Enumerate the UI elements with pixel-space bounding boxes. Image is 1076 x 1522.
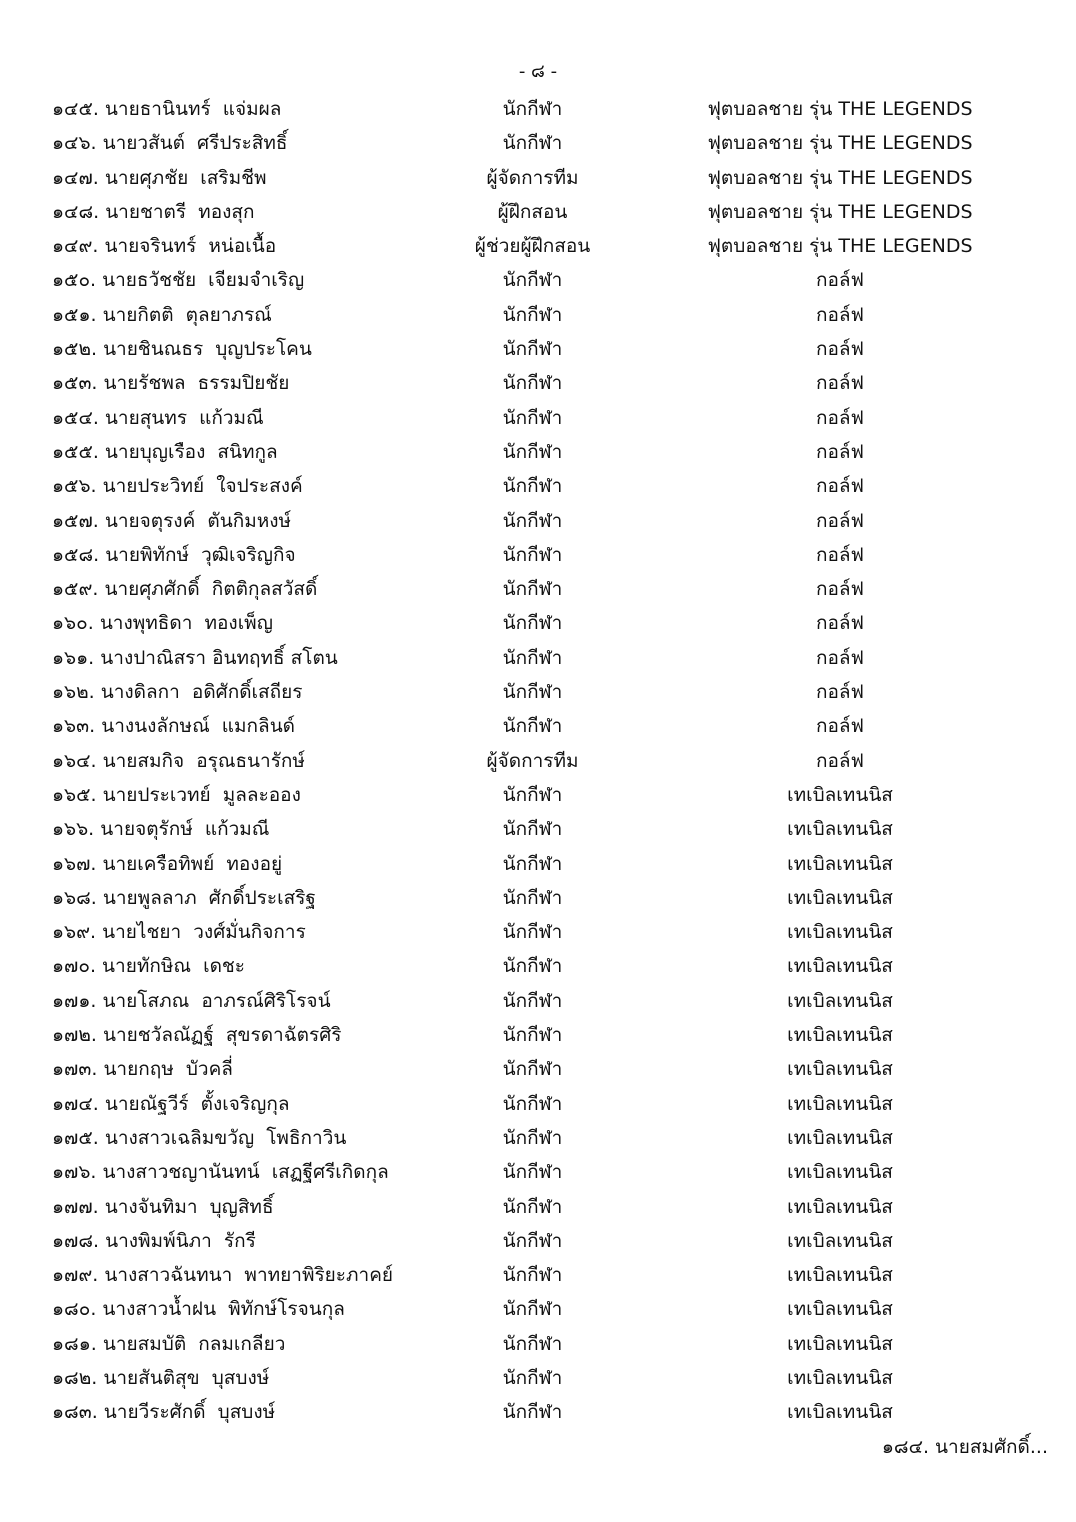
item-number: ๑๕๓. xyxy=(52,372,98,395)
sport-category: เทเบิลเทนนิส xyxy=(787,886,893,909)
participant-full-name: นายประเวทย์ มูลละออง xyxy=(102,783,301,806)
participant-role: นักกีฬา xyxy=(502,269,563,292)
sport-category: กอล์ฟ xyxy=(815,681,864,704)
item-number: ๑๔๗. xyxy=(52,166,99,189)
list-item xyxy=(0,435,1076,469)
participant-role: นักกีฬา xyxy=(502,440,563,463)
sport-category: เทเบิลเทนนิส xyxy=(787,1332,893,1355)
item-number: ๑๗๑. xyxy=(52,989,97,1012)
participant-full-name: นายกิตติ ตุลยาภรณ์ xyxy=(102,303,272,326)
participant-full-name: นายประวิทย์ ใจประสงค์ xyxy=(102,475,303,498)
participant-role: นักกีฬา xyxy=(502,818,563,841)
participant-full-name: นายณัฐวีร์ ตั้งเจริญกุล xyxy=(104,1092,290,1115)
item-number: ๑๖๔. xyxy=(52,749,97,772)
participant-full-name: นายวสันต์ ศรีประสิทธิ์ xyxy=(102,132,288,155)
item-number: ๑๗๔. xyxy=(52,1092,99,1115)
item-number: ๑๖๕. xyxy=(52,783,97,806)
participant-name xyxy=(52,812,472,846)
participant-name xyxy=(52,401,472,435)
participant-role: ผู้ช่วยผู้ฝึกสอน xyxy=(474,235,591,258)
participant-role: นักกีฬา xyxy=(502,406,563,429)
participant-full-name: นายรัชพล ธรรมปิยชัย xyxy=(103,372,290,395)
participant-name xyxy=(52,915,472,949)
list-item xyxy=(0,538,1076,572)
participant-full-name: นางจันทิมา บุญสิทธิ์ xyxy=(104,1195,274,1218)
list-item xyxy=(0,847,1076,881)
participant-role: นักกีฬา xyxy=(502,1332,563,1355)
item-number: ๑๕๘. xyxy=(52,543,100,566)
sport-category: เทเบิลเทนนิส xyxy=(787,1058,893,1081)
participant-role: นักกีฬา xyxy=(502,1366,563,1389)
participant-list xyxy=(0,92,1076,1430)
sport-category: เทเบิลเทนนิส xyxy=(787,989,893,1012)
participant-full-name: นางนงลักษณ์ แมกลินด์ xyxy=(101,715,296,738)
participant-role: นักกีฬา xyxy=(502,1401,563,1424)
list-item xyxy=(0,915,1076,949)
participant-name xyxy=(52,469,472,503)
participant-full-name: นางสาวน้ำฝน พิทักษ์โรจนกุล xyxy=(102,1298,345,1321)
item-number: ๑๕๒. xyxy=(52,338,98,361)
sport-category: ฟุตบอลชาย รุ่น THE LEGENDS xyxy=(707,235,973,258)
participant-name xyxy=(52,229,472,263)
sport-category: เทเบิลเทนนิส xyxy=(787,1401,893,1424)
item-number: ๑๗๖. xyxy=(52,1161,97,1184)
item-number: ๑๔๙. xyxy=(52,235,99,258)
participant-name xyxy=(52,1327,472,1361)
item-number: ๑๘๑. xyxy=(52,1332,97,1355)
sport-category: กอล์ฟ xyxy=(815,303,864,326)
participant-full-name: นายไชยา วงศ์มั่นกิจการ xyxy=(102,921,306,944)
sport-category: กอล์ฟ xyxy=(815,406,864,429)
participant-name xyxy=(52,1395,472,1429)
participant-name xyxy=(52,1018,472,1052)
participant-role: นักกีฬา xyxy=(502,509,563,532)
list-item xyxy=(0,161,1076,195)
participant-name xyxy=(52,984,472,1018)
list-item xyxy=(0,881,1076,915)
item-number: ๑๖๖. xyxy=(52,818,95,841)
list-item xyxy=(0,949,1076,983)
participant-full-name: นายบุญเรือง สนิทกูล xyxy=(104,440,278,463)
participant-name xyxy=(52,332,472,366)
item-number: ๑๔๖. xyxy=(52,132,97,155)
participant-full-name: นายชาตรี ทองสุก xyxy=(105,200,255,223)
participant-role: นักกีฬา xyxy=(502,132,563,155)
participant-role: นักกีฬา xyxy=(502,1161,563,1184)
participant-name xyxy=(52,195,472,229)
participant-role: นักกีฬา xyxy=(502,1092,563,1115)
participant-name xyxy=(52,847,472,881)
sport-category: เทเบิลเทนนิส xyxy=(787,1229,893,1252)
participant-name xyxy=(52,572,472,606)
participant-role: ผู้ฝึกสอน xyxy=(497,200,568,223)
participant-full-name: นางปาณิสรา อินทฤทธิ์ สโตน xyxy=(100,646,338,669)
list-item xyxy=(0,675,1076,709)
list-item xyxy=(0,126,1076,160)
sport-category: เทเบิลเทนนิส xyxy=(787,852,893,875)
participant-role: นักกีฬา xyxy=(502,338,563,361)
participant-role: นักกีฬา xyxy=(502,372,563,395)
sport-category: กอล์ฟ xyxy=(815,269,864,292)
participant-name xyxy=(52,881,472,915)
participant-full-name: นายวีระศักดิ์ บุสบงษ์ xyxy=(103,1401,276,1424)
list-item xyxy=(0,1052,1076,1086)
list-item xyxy=(0,366,1076,400)
participant-role: นักกีฬา xyxy=(502,989,563,1012)
item-number: ๑๗๘. xyxy=(52,1229,100,1252)
list-item xyxy=(0,1258,1076,1292)
participant-name xyxy=(52,92,472,126)
participant-name xyxy=(52,538,472,572)
item-number: ๑๘๓. xyxy=(52,1401,98,1424)
participant-full-name: นายจตุรงค์ ตันกิมหงษ์ xyxy=(104,509,292,532)
participant-name xyxy=(52,778,472,812)
participant-role: นักกีฬา xyxy=(502,1058,563,1081)
participant-full-name: นายพูลลาภ ศักดิ์ประเสริฐ xyxy=(102,886,316,909)
participant-name xyxy=(52,641,472,675)
participant-role: นักกีฬา xyxy=(502,1126,563,1149)
list-item xyxy=(0,606,1076,640)
item-number: ๑๔๕. xyxy=(52,98,99,120)
item-number: ๑๕๑. xyxy=(52,303,97,326)
participant-name xyxy=(52,1292,472,1326)
list-item xyxy=(0,1087,1076,1121)
participant-name xyxy=(52,263,472,297)
item-number: ๑๗๕. xyxy=(52,1126,99,1149)
participant-role: นักกีฬา xyxy=(502,681,563,704)
participant-name xyxy=(52,366,472,400)
participant-name xyxy=(52,1190,472,1224)
participant-role: นักกีฬา xyxy=(502,303,563,326)
list-item xyxy=(0,504,1076,538)
sport-category: เทเบิลเทนนิส xyxy=(787,1126,893,1149)
list-item xyxy=(0,332,1076,366)
participant-full-name: นางสาวชญานันทน์ เสฏฐีศรีเกิดกุล xyxy=(102,1161,389,1184)
participant-name xyxy=(52,1087,472,1121)
sport-category: เทเบิลเทนนิส xyxy=(787,1092,893,1115)
sport-category: กอล์ฟ xyxy=(815,372,864,395)
participant-name xyxy=(52,1052,472,1086)
participant-name xyxy=(52,675,472,709)
item-number: ๑๗๗. xyxy=(52,1195,99,1218)
participant-full-name: นางพิมพ์นิภา รักรี xyxy=(105,1229,256,1252)
sport-category: กอล์ฟ xyxy=(815,338,864,361)
sport-category: ฟุตบอลชาย รุ่น THE LEGENDS xyxy=(707,132,973,155)
participant-full-name: นายสมกิจ อรุณธนารักษ์ xyxy=(102,749,305,772)
item-number: ๑๖๑. xyxy=(52,646,95,669)
participant-role: นักกีฬา xyxy=(502,1229,563,1252)
participant-name xyxy=(52,504,472,538)
item-number: ๑๕๙. xyxy=(52,578,99,601)
list-item xyxy=(0,1361,1076,1395)
participant-name xyxy=(52,435,472,469)
participant-role: นักกีฬา xyxy=(502,1264,563,1287)
list-item xyxy=(0,1395,1076,1429)
participant-full-name: นายเครือทิพย์ ทองอยู่ xyxy=(102,852,283,875)
participant-name xyxy=(52,1258,472,1292)
participant-role: นักกีฬา xyxy=(502,852,563,875)
list-item xyxy=(0,984,1076,1018)
item-number: ๑๕๔. xyxy=(52,406,99,429)
participant-role: นักกีฬา xyxy=(502,1195,563,1218)
participant-name xyxy=(52,1121,472,1155)
sport-category: เทเบิลเทนนิส xyxy=(787,1264,893,1287)
participant-role: นักกีฬา xyxy=(502,612,563,635)
item-number: ๑๗๓. xyxy=(52,1058,98,1081)
list-item xyxy=(0,709,1076,743)
participant-name xyxy=(52,298,472,332)
participant-name xyxy=(52,606,472,640)
participant-full-name: นายธวัชชัย เจียมจำเริญ xyxy=(102,269,305,292)
participant-name xyxy=(52,709,472,743)
list-item xyxy=(0,401,1076,435)
sport-category: กอล์ฟ xyxy=(815,475,864,498)
list-item xyxy=(0,1292,1076,1326)
participant-role: ผู้จัดการทีม xyxy=(486,749,579,772)
sport-category: กอล์ฟ xyxy=(815,612,864,635)
item-number: ๑๘๐. xyxy=(52,1298,97,1321)
participant-full-name: นายโสภณ อาภรณ์ศิริโรจน์ xyxy=(102,989,331,1012)
participant-full-name: นายกฤษ บัวคลี่ xyxy=(103,1058,233,1081)
participant-name xyxy=(52,126,472,160)
sport-category: เทเบิลเทนนิส xyxy=(787,921,893,944)
participant-role: นักกีฬา xyxy=(502,543,563,566)
participant-role: นักกีฬา xyxy=(502,1024,563,1047)
list-item xyxy=(0,744,1076,778)
item-number: ๑๗๙. xyxy=(52,1264,99,1287)
list-item xyxy=(0,778,1076,812)
sport-category: กอล์ฟ xyxy=(815,578,864,601)
list-item xyxy=(0,1190,1076,1224)
list-item xyxy=(0,263,1076,297)
item-number: ๑๗๐. xyxy=(52,955,96,978)
list-item xyxy=(0,812,1076,846)
participant-role: นักกีฬา xyxy=(502,1298,563,1321)
sport-category: กอล์ฟ xyxy=(815,715,864,738)
list-item xyxy=(0,641,1076,675)
item-number: ๑๔๘. xyxy=(52,200,100,223)
list-item xyxy=(0,469,1076,503)
participant-name xyxy=(52,1155,472,1189)
sport-category: กอล์ฟ xyxy=(815,749,864,772)
sport-category: ฟุตบอลชาย รุ่น THE LEGENDS xyxy=(707,200,973,223)
participant-role: นักกีฬา xyxy=(502,98,563,120)
list-item xyxy=(0,92,1076,126)
participant-name xyxy=(52,161,472,195)
participant-name xyxy=(52,1224,472,1258)
sport-category: กอล์ฟ xyxy=(815,646,864,669)
item-number: ๑๖๙. xyxy=(52,921,97,944)
participant-role: นักกีฬา xyxy=(502,886,563,909)
participant-role: นักกีฬา xyxy=(502,715,563,738)
participant-full-name: นายจรินทร์ หน่อเนื้อ xyxy=(104,235,277,258)
item-number: ๑๖๗. xyxy=(52,852,97,875)
continuation-note: ๑๘๔. นายสมศักดิ์... xyxy=(881,1436,1048,1458)
participant-name xyxy=(52,1361,472,1395)
list-item xyxy=(0,572,1076,606)
list-item xyxy=(0,1121,1076,1155)
list-item xyxy=(0,1155,1076,1189)
sport-category: กอล์ฟ xyxy=(815,440,864,463)
sport-category: เทเบิลเทนนิส xyxy=(787,1161,893,1184)
participant-full-name: นางสาวฉันทนา พาทยาพิริยะภาคย์ xyxy=(104,1264,394,1287)
item-number: ๑๖๒. xyxy=(52,681,95,704)
participant-full-name: นายศุภศักดิ์ กิตติกุลสวัสดิ์ xyxy=(104,578,318,601)
list-item xyxy=(0,1327,1076,1361)
participant-full-name: นายจตุรักษ์ แก้วมณี xyxy=(100,818,270,841)
sport-category: เทเบิลเทนนิส xyxy=(787,1024,893,1047)
participant-full-name: นายชวัลณัฏฐ์ สุขรดาฉัตรศิริ xyxy=(102,1024,342,1047)
list-item xyxy=(0,1018,1076,1052)
sport-category: เทเบิลเทนนิส xyxy=(787,1366,893,1389)
participant-full-name: นายสุนทร แก้วมณี xyxy=(104,406,264,429)
participant-full-name: นางสาวเฉลิมขวัญ โพธิกาวิน xyxy=(104,1126,347,1149)
participant-role: นักกีฬา xyxy=(502,646,563,669)
sport-category: ฟุตบอลชาย รุ่น THE LEGENDS xyxy=(707,166,973,189)
sport-category: กอล์ฟ xyxy=(815,543,864,566)
participant-full-name: นายธานินทร์ แจ่มผล xyxy=(104,98,282,120)
item-number: ๑๕๖. xyxy=(52,475,97,498)
item-number: ๑๘๒. xyxy=(52,1366,98,1389)
list-item xyxy=(0,229,1076,263)
item-number: ๑๕๗. xyxy=(52,509,99,532)
item-number: ๑๖๓. xyxy=(52,715,96,738)
participant-full-name: นายสมบัติ กลมเกลียว xyxy=(102,1332,286,1355)
item-number: ๑๕๕. xyxy=(52,440,99,463)
item-number: ๑๖๘. xyxy=(52,886,97,909)
item-number: ๑๕๐. xyxy=(52,269,97,292)
participant-role: นักกีฬา xyxy=(502,783,563,806)
participant-name xyxy=(52,744,472,778)
list-item xyxy=(0,298,1076,332)
sport-category: เทเบิลเทนนิส xyxy=(787,1195,893,1218)
sport-category: ฟุตบอลชาย รุ่น THE LEGENDS xyxy=(707,98,973,120)
participant-full-name: นายศุภชัย เสริมชีพ xyxy=(104,166,267,189)
sport-category: กอล์ฟ xyxy=(815,509,864,532)
participant-name xyxy=(52,949,472,983)
participant-role: ผู้จัดการทีม xyxy=(486,166,579,189)
page-number: - ๘ - xyxy=(518,61,558,82)
participant-full-name: นางพุทธิดา ทองเพ็ญ xyxy=(99,612,273,635)
item-number: ๑๖๐. xyxy=(52,612,94,635)
sport-category: เทเบิลเทนนิส xyxy=(787,955,893,978)
participant-role: นักกีฬา xyxy=(502,955,563,978)
list-item xyxy=(0,195,1076,229)
sport-category: เทเบิลเทนนิส xyxy=(787,783,893,806)
participant-full-name: นายทักษิณ เดชะ xyxy=(102,955,246,978)
participant-role: นักกีฬา xyxy=(502,578,563,601)
sport-category: เทเบิลเทนนิส xyxy=(787,1298,893,1321)
participant-full-name: นายพิทักษ์ วุฒิเจริญกิจ xyxy=(105,543,296,566)
participant-full-name: นายชินณธร บุญประโคน xyxy=(103,338,312,361)
list-item xyxy=(0,1224,1076,1258)
participant-role: นักกีฬา xyxy=(502,921,563,944)
participant-full-name: นางดิลกา อดิศักดิ์เสถียร xyxy=(100,681,303,704)
sport-category: เทเบิลเทนนิส xyxy=(787,818,893,841)
item-number: ๑๗๒. xyxy=(52,1024,97,1047)
participant-full-name: นายสันติสุข บุสบงษ์ xyxy=(103,1366,270,1389)
participant-role: นักกีฬา xyxy=(502,475,563,498)
